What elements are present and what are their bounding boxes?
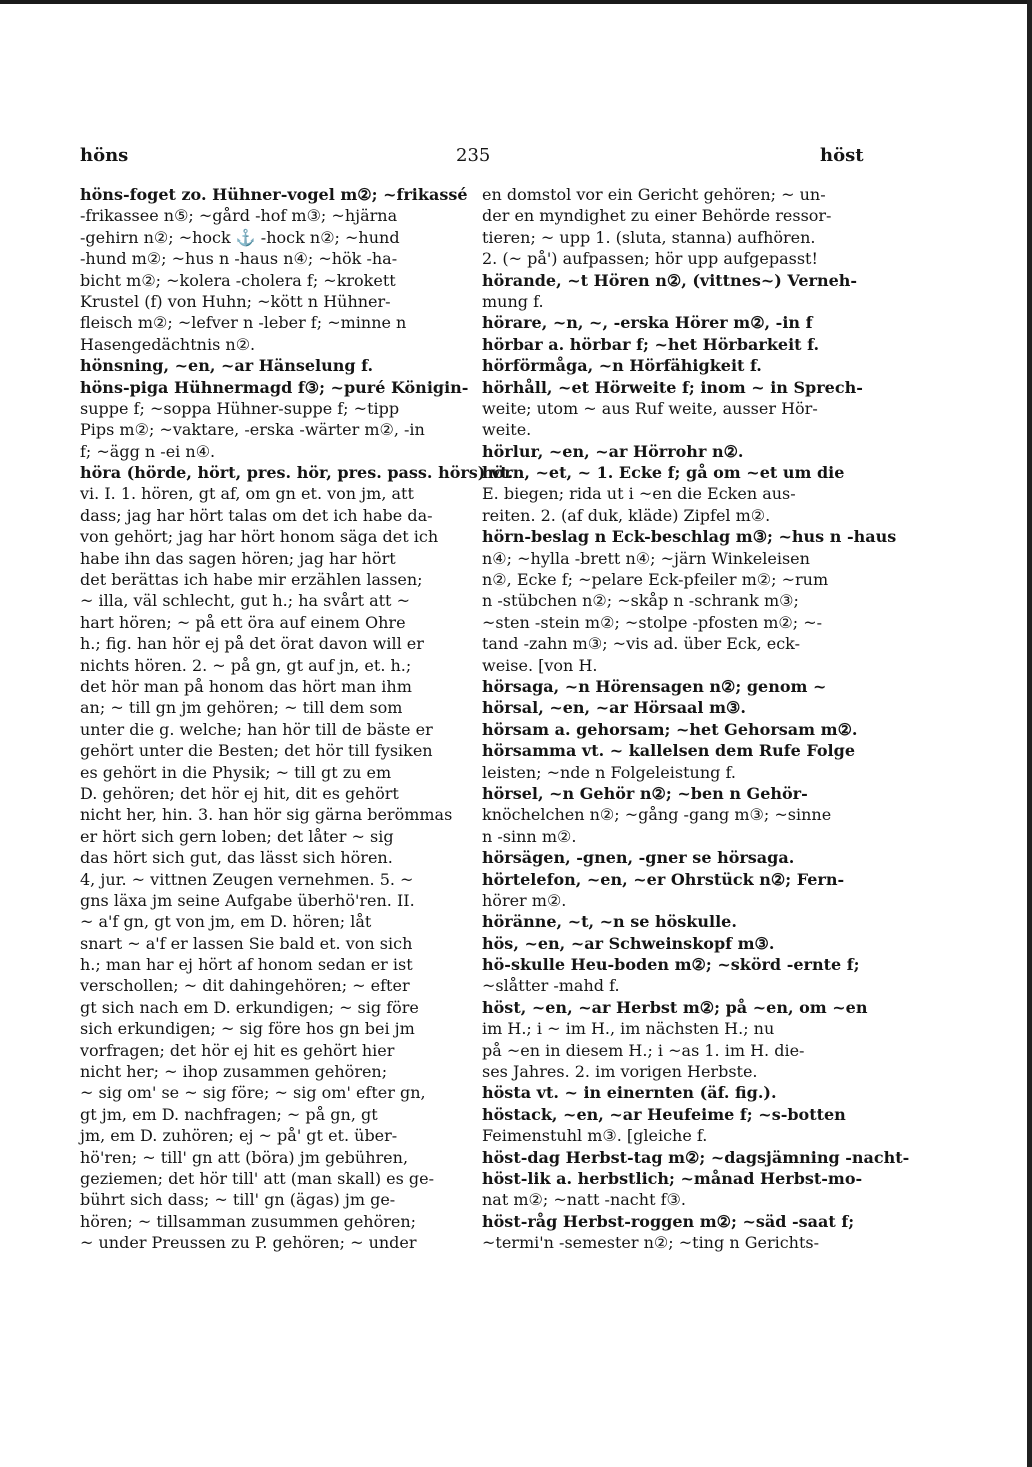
entry-line: hörn-beslag n Eck-beschlag m③; ~hus n -haus: [482, 527, 897, 547]
entry-line: D. gehören; det hör ej hit, dit es gehört: [80, 783, 399, 803]
entry-line: höst, ~en, ~ar Herbst m②; på ~en, om ~en: [482, 997, 868, 1017]
entry-line: hörare, ~n, ~, -erska Hörer m②, -in f: [482, 313, 813, 333]
entry-line: n -sinn m②.: [482, 826, 577, 846]
entry-line: von gehört; jag har hört honom säga det ich: [80, 527, 439, 547]
entry-line: weise. [von H.: [482, 655, 598, 675]
entry-line: ~ sig om' se ~ sig före; ~ sig om' efter gn,: [80, 1083, 426, 1103]
entry-line: hörn, ~et, ~ 1. Ecke f; gå om ~et um die: [482, 463, 845, 483]
entry-line: gt jm, em D. nachfragen; ~ på gn, gt: [80, 1104, 378, 1124]
entry-line: ~ under Preussen zu P. gehören; ~ under: [80, 1233, 417, 1253]
entry-line: höstack, ~en, ~ar Heufeime f; ~s-botten: [482, 1104, 846, 1124]
entry-line: an; ~ till gn jm gehören; ~ till dem som: [80, 698, 403, 718]
entry-line: höns-foget zo. Hühner-vogel m②; ~frikassé: [80, 185, 468, 204]
entry-line: hös, ~en, ~ar Schweinskopf m③.: [482, 933, 775, 953]
entry-line: vorfragen; det hör ej hit es gehört hier: [80, 1040, 395, 1060]
entry-line: -gehirn n②; ~hock ⚓ -hock n②; ~hund: [80, 227, 400, 247]
entry-line: n②, Ecke f; ~pelare Eck-pfeiler m②; ~rum: [482, 570, 829, 590]
entry-line: hörhåll, ~et Hörweite f; inom ~ in Sprech-: [482, 377, 863, 397]
entry-line: hörtelefon, ~en, ~er Ohrstück n②; Fern-: [482, 869, 845, 889]
entry-line: weite.: [482, 420, 532, 440]
scan-border-top: [0, 0, 1032, 4]
entry-line: verschollen; ~ dit dahingehören; ~ efter: [80, 976, 410, 996]
entry-line: es gehört in die Physik; ~ till gt zu em: [80, 762, 392, 782]
entry-line: hörsamma vt. ~ kallelsen dem Rufe Folge: [482, 741, 855, 761]
entry-line: 2. (~ på') aufpassen; hör upp aufgepasst!: [482, 249, 818, 269]
entry-line: hörande, ~t Hören n②, (vittnes~) Verneh-: [482, 270, 858, 290]
entry-line: hörsägen, -gnen, -gner se hörsaga.: [482, 848, 795, 868]
entry-line: geziemen; det hör till' att (man skall) es ge-: [80, 1168, 435, 1188]
entry-line: höst-lik a. herbstlich; ~månad Herbst-mo-: [482, 1168, 863, 1188]
entry-line: hörsal, ~en, ~ar Hörsaal m③.: [482, 698, 746, 718]
entry-line: höst-råg Herbst-roggen m②; ~säd -saat f;: [482, 1211, 855, 1231]
entry-line: fleisch m②; ~lefver n -leber f; ~minne n: [80, 313, 407, 333]
entry-line: hörsam a. gehorsam; ~het Gehorsam m②.: [482, 719, 858, 739]
entry-line: nat m②; ~natt -nacht f③.: [482, 1190, 686, 1210]
entry-line: höns-piga Hühnermagd f③; ~puré Königin-: [80, 377, 469, 397]
entry-line: hörlur, ~en, ~ar Hörrohr n②.: [482, 441, 744, 461]
entry-line: hörsaga, ~n Hörensagen n②; genom ~: [482, 676, 827, 696]
entry-line: dass; jag har hört talas om det ich habe da-: [80, 505, 433, 525]
left-guideword: höns: [80, 145, 129, 166]
entry-line: -frikassee n⑤; ~gård -hof m③; ~hjärna: [80, 206, 398, 226]
entry-line: das hört sich gut, das lässt sich hören.: [80, 848, 393, 868]
entry-line: hörsel, ~n Gehör n②; ~ben n Gehör-: [482, 783, 808, 803]
entry-line: ses Jahres. 2. im vorigen Herbste.: [482, 1062, 758, 1082]
entry-line: Pips m②; ~vaktare, -erska -wärter m②, -in: [80, 420, 425, 440]
entry-line: bicht m②; ~kolera -cholera f; ~krokett: [80, 270, 396, 290]
entry-line: gns läxa jm seine Aufgabe überhö'ren. II.: [80, 890, 415, 910]
entry-line: hörer m②.: [482, 890, 567, 910]
entry-line: E. biegen; rida ut i ~en die Ecken aus-: [482, 484, 796, 504]
entry-line: -hund m②; ~hus n -haus n④; ~hök -ha-: [80, 249, 398, 269]
page-number: 235: [456, 145, 491, 166]
entry-line: h.; man har ej hört af honom sedan er ist: [80, 955, 413, 975]
entry-line: hösta vt. ~ in einernten (äf. fig.).: [482, 1083, 777, 1103]
entry-line: jm, em D. zuhören; ej ~ på' gt et. über-: [80, 1126, 398, 1146]
entry-line: nichts hören. 2. ~ på gn, gt auf jn, et. h.;: [80, 655, 412, 675]
right-guideword: höst: [820, 145, 864, 166]
entry-line: Feimenstuhl m③. [gleiche f.: [482, 1126, 708, 1146]
entry-line: Hasengedächtnis n②.: [80, 334, 256, 354]
entry-line: weite; utom ~ aus Ruf weite, ausser Hör-: [482, 398, 818, 418]
entry-line: höra (hörde, hört, pres. hör, pres. pass. hörs) vt.: [80, 463, 514, 483]
entry-line: hörförmåga, ~n Hörfähigkeit f.: [482, 356, 762, 376]
entry-line: ~ a'f gn, gt von jm, em D. hören; låt: [80, 912, 372, 932]
entry-line: reiten. 2. (af duk, kläde) Zipfel m②.: [482, 505, 771, 525]
entry-line: hart hören; ~ på ett öra auf einem Ohre: [80, 612, 406, 632]
entry-line: sich erkundigen; ~ sig före hos gn bei jm: [80, 1019, 415, 1039]
entry-line: Krustel (f) von Huhn; ~kött n Hühner-: [80, 291, 391, 311]
entry-line: det berättas ich habe mir erzählen lassen;: [80, 570, 423, 590]
entry-line: leisten; ~nde n Folgeleistung f.: [482, 762, 736, 782]
entry-line: på ~en in diesem H.; i ~as 1. im H. die-: [482, 1040, 805, 1060]
entry-line: n④; ~hylla -brett n④; ~järn Winkeleisen: [482, 548, 810, 568]
entry-line: 4, jur. ~ vittnen Zeugen vernehmen. 5. ~: [80, 869, 414, 889]
entry-line: bührt sich dass; ~ till' gn (ägas) jm ge-: [80, 1190, 396, 1210]
entry-line: unter die g. welche; han hör till de bäste er: [80, 719, 433, 739]
entry-line: f; ~ägg n -ei n④.: [80, 441, 216, 461]
entry-line: suppe f; ~soppa Hühner-suppe f; ~tipp: [80, 398, 400, 418]
entry-line: der en myndighet zu einer Behörde ressor-: [482, 206, 832, 226]
entry-line: tand -zahn m③; ~vis ad. über Eck, eck-: [482, 634, 800, 654]
entry-line: im H.; i ~ im H., im nächsten H.; nu: [482, 1019, 775, 1039]
entry-line: hö'ren; ~ till' gn att (böra) jm gebühren,: [80, 1147, 409, 1167]
entry-line: vi. I. 1. hören, gt af, om gn et. von jm, att: [80, 484, 414, 504]
entry-line: nicht her; ~ ihop zusammen gehören;: [80, 1062, 388, 1082]
entry-line: höst-dag Herbst-tag m②; ~dagsjämning -nacht-: [482, 1147, 910, 1167]
entry-line: ~ illa, väl schlecht, gut h.; ha svårt att ~: [80, 591, 410, 611]
entry-line: mung f.: [482, 291, 544, 311]
entry-line: hönsning, ~en, ~ar Hänselung f.: [80, 356, 374, 376]
entry-line: hörbar a. hörbar f; ~het Hörbarkeit f.: [482, 334, 820, 354]
entry-line: det hör man på honom das hört man ihm: [80, 676, 412, 696]
entry-line: höränne, ~t, ~n se höskulle.: [482, 912, 737, 932]
scan-border-right: [1027, 0, 1032, 1467]
entry-line: snart ~ a'f er lassen Sie bald et. von sich: [80, 933, 413, 953]
entry-line: h.; fig. han hör ej på det örat davon will er: [80, 634, 424, 654]
entry-line: gehört unter die Besten; det hör till fysiken: [80, 741, 433, 761]
entry-line: tieren; ~ upp 1. (sluta, stanna) aufhören.: [482, 227, 816, 247]
entry-line: n -stübchen n②; ~skåp n -schrank m③;: [482, 591, 799, 611]
right-column: [482, 184, 910, 1254]
entry-line: hö-skulle Heu-boden m②; ~skörd -ernte f;: [482, 955, 860, 975]
entry-line: er hört sich gern loben; det låter ~ sig: [80, 826, 394, 846]
entry-line: gt sich nach em D. erkundigen; ~ sig före: [80, 997, 419, 1017]
entry-line: en domstol vor ein Gericht gehören; ~ un-: [482, 185, 826, 204]
entry-line: ~slåtter -mahd f.: [482, 976, 620, 996]
entry-line: ~termi'n -semester n②; ~ting n Gerichts-: [482, 1233, 820, 1253]
entry-line: habe ihn das sagen hören; jag har hört: [80, 548, 396, 568]
entry-line: knöchelchen n②; ~gång -gang m③; ~sinne: [482, 805, 832, 825]
entry-line: nicht her, hin. 3. han hör sig gärna berömmas: [80, 805, 453, 825]
entry-line: ~sten -stein m②; ~stolpe -pfosten m②; ~-: [482, 612, 823, 632]
entry-line: hören; ~ tillsamman zusummen gehören;: [80, 1211, 417, 1231]
